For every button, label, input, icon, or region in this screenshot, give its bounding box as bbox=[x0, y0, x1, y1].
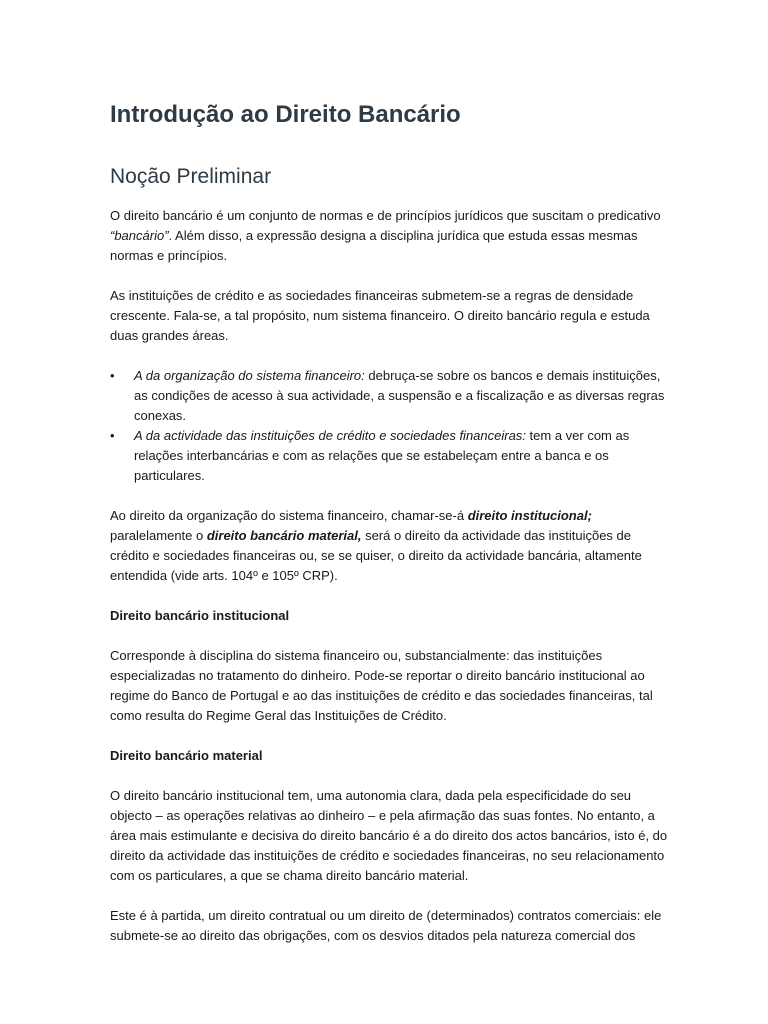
paragraph-contratual: Este é à partida, um direito contratual ou um direito de (determinados) contratos comerciais: ele submete-se ao direito das obrigações, com os desvios ditados pela natureza comercial dos bbox=[110, 908, 662, 943]
paragraph-definitions-text-e: será o direito da actividade das instituições de crédito e sociedades financeiras ou, se se quiser, o direito da actividade bancária, altamente entendida (vide arts. 104º e 105º CRP). bbox=[110, 528, 642, 583]
paragraph-definitions-text-a: Ao direito da organização do sistema financeiro, chamar-se-á bbox=[110, 508, 468, 523]
document-title: Introdução ao Direito Bancário bbox=[110, 101, 461, 128]
list-item-italic: A da organização do sistema financeiro: bbox=[134, 368, 365, 383]
heading-institucional bbox=[110, 606, 668, 626]
paragraph-areas: As instituições de crédito e as sociedades financeiras submetem-se a regras de densidade crescente. Fala-se, a tal propósito, num sistema financeiro. O direito bancário regula e estuda duas grandes áreas. bbox=[110, 288, 650, 343]
areas-list bbox=[110, 366, 668, 486]
paragraph-material: O direito bancário institucional tem, uma autonomia clara, dada pela especificidade do seu objecto – as operações relativas ao dinheiro – e pela afirmação das suas fontes. No entanto, a área mais estimulante e decisiva do direito bancário é a do direito dos actos bancários, isto é, do direito da actividade das instituições de crédito e sociedades financeiras, no seu relacionamento com os particulares, a que se chama direito bancário material. bbox=[110, 788, 668, 883]
paragraph-intro-text-a: O direito bancário é um conjunto de normas e de princípios jurídicos que suscitam o predicativo bbox=[110, 208, 661, 223]
list-item-text: debruça-se sobre os bancos e demais instituições, as condições de acesso à sua actividade, a suspensão e a fiscalização e as diversas regras conexas. bbox=[134, 368, 665, 423]
bullet-icon: • bbox=[110, 428, 115, 443]
paragraph-definitions-text-c: paralelamente o bbox=[110, 528, 207, 543]
paragraph-intro bbox=[110, 206, 668, 266]
list-item-italic: A da actividade das instituições de crédito e sociedades financeiras: bbox=[134, 428, 526, 443]
paragraph-intro-italic: “bancário” bbox=[110, 228, 169, 243]
section-title: Noção Preliminar bbox=[110, 165, 272, 188]
list-item bbox=[110, 366, 668, 426]
heading-material-label: Direito bancário material bbox=[110, 748, 263, 763]
term-direito-institucional: direito institucional; bbox=[467, 508, 592, 523]
list-item-text: tem a ver com as relações interbancárias e com as relações que se estabeleçam entre a banca e os particulares. bbox=[134, 428, 630, 483]
heading-material bbox=[110, 746, 668, 766]
paragraph-definitions bbox=[110, 506, 668, 586]
paragraph-intro-text-c: . Além disso, a expressão designa a disciplina jurídica que estuda essas mesmas normas e princípios. bbox=[110, 228, 638, 263]
term-direito-bancario-material: direito bancário material, bbox=[206, 528, 362, 543]
bullet-icon: • bbox=[110, 368, 115, 383]
paragraph-institucional: Corresponde à disciplina do sistema financeiro ou, substancialmente: das instituições especializadas no tratamento do dinheiro. Pode-se reportar o direito bancário institucional ao regime do Banco de Portugal e ao das instituições de crédito e das sociedades financeiras, tal como resulta do Regime Geral das Instituições de Crédito. bbox=[110, 648, 653, 723]
heading-institucional-label: Direito bancário institucional bbox=[110, 608, 290, 623]
list-item bbox=[110, 426, 668, 486]
